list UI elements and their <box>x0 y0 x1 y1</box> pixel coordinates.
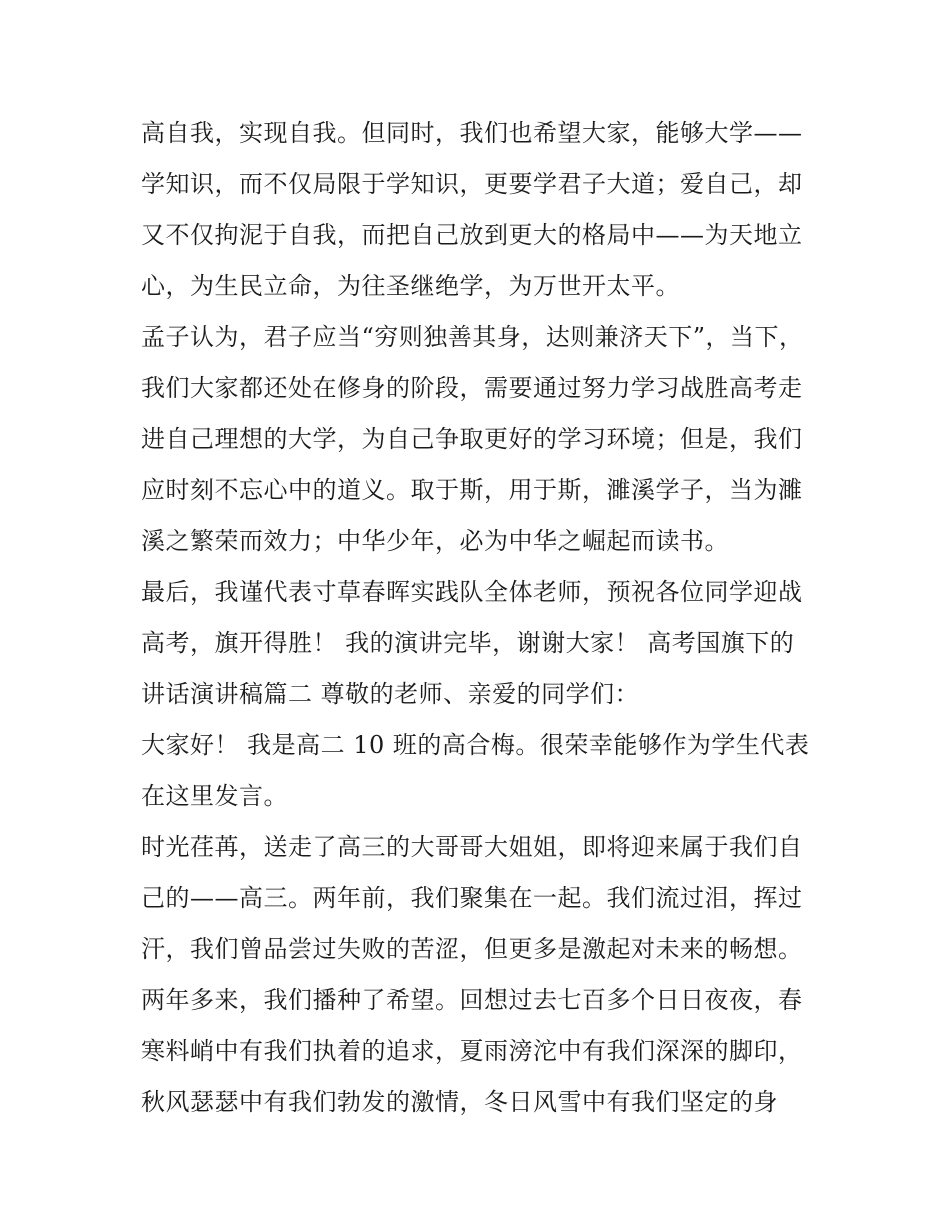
text-line: 心，为生民立命，为往圣继绝学，为万世开太平。 <box>141 272 680 300</box>
text-line: 我们大家都还处在修身的阶段，需要通过努力学习战胜高考走 <box>141 374 803 402</box>
text-line: 寒料峭中有我们执着的追求，夏雨滂沱中有我们深深的脚印， <box>141 1037 803 1065</box>
text-line: 汗，我们曾品尝过失败的苦涩，但更多是激起对未来的畅想。 <box>141 935 803 963</box>
text-line: 讲话演讲稿篇二 尊敬的老师、亲爱的同学们： <box>141 680 640 708</box>
text-line: 大家好！ 我是高二 10 班的高合梅。很荣幸能够作为学生代表 <box>141 731 810 759</box>
text-line: 孟子认为，君子应当“穷则独善其身，达则兼济天下”，当下， <box>141 323 804 351</box>
text-line: 应时刻不忘心中的道义。取于斯，用于斯，濉溪学子，当为濉 <box>141 476 803 504</box>
document-body <box>141 108 821 1128</box>
text-line: 高考，旗开得胜！ 我的演讲完毕，谢谢大家！ 高考国旗下的 <box>141 629 795 657</box>
text-line: 在这里发言。 <box>141 782 288 810</box>
text-line: 时光荏苒，送走了高三的大哥哥大姐姐，即将迎来属于我们自 <box>141 833 803 861</box>
text-line: 溪之繁荣而效力；中华少年，必为中华之崛起而读书。 <box>141 527 729 555</box>
text-line: 学知识，而不仅局限于学知识，更要学君子大道；爱自己，却 <box>141 170 803 198</box>
text-line: 秋风瑟瑟中有我们勃发的激情，冬日风雪中有我们坚定的身 <box>141 1088 778 1116</box>
text-line: 高自我，实现自我。但同时，我们也希望大家，能够大学—— <box>141 119 803 147</box>
text-line: 己的——高三。两年前，我们聚集在一起。我们流过泪，挥过 <box>141 884 803 912</box>
text-line: 最后，我谨代表寸草春晖实践队全体老师，预祝各位同学迎战 <box>141 578 803 606</box>
text-line: 两年多来，我们播种了希望。回想过去七百多个日日夜夜，春 <box>141 986 803 1014</box>
text-line: 又不仅拘泥于自我，而把自己放到更大的格局中——为天地立 <box>141 221 803 249</box>
text-line: 进自己理想的大学，为自己争取更好的学习环境；但是，我们 <box>141 425 803 453</box>
